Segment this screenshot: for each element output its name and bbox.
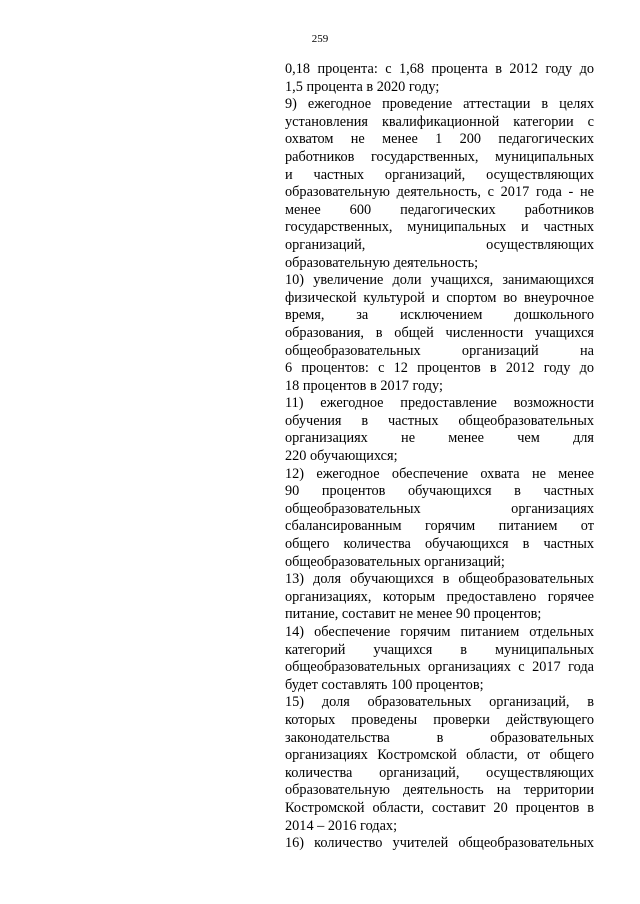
text-line: менее 600 педагогических работников [285,201,594,218]
text-line: 6 процентов: с 12 процентов в 2012 году до [285,360,594,377]
text-line: категорий учащихся в муниципальных [285,641,594,658]
text-line: общеобразовательных организациях [285,500,594,517]
text-line: 14) обеспечение горячим питанием отдельных [285,624,594,640]
text-line: 0,18 процента: с 1,68 процента в 2012 году до [285,61,594,77]
text-line: 9) ежегодное проведение аттестации в целях [285,96,594,113]
text-line: организациях Костромской области, от общего [285,747,594,764]
text-line: 18 процентов в 2017 году; [285,377,443,394]
text-line: 1,5 процента в 2020 году; [285,78,440,95]
text-line: сбалансированным горячим питанием от [285,518,594,535]
text-line: количества организаций, осуществляющих [285,764,594,781]
document-body [285,61,594,853]
text-line: питание, составит не менее 90 процентов; [285,606,542,623]
text-line: 90 процентов обучающихся в частных [285,483,594,500]
text-line: организаций, осуществляющих [285,236,594,253]
paragraph [285,466,594,572]
text-line: 12) ежегодное обеспечение охвата не менее [285,465,594,482]
text-line: образовательную деятельность; [285,254,479,271]
text-line: образовательную деятельность, с 2017 года - не [285,184,594,201]
text-line: общеобразовательных организациях с 2017 года [285,659,594,676]
text-line: будет составлять 100 процентов; [285,676,484,693]
paragraph [285,96,594,272]
text-line: работников государственных, муниципальных [285,148,594,165]
paragraph [285,694,594,835]
text-line: организациях не менее чем для [285,430,594,447]
text-line: законодательства в образовательных [285,729,594,746]
text-line: охватом не менее 1 200 педагогических [285,131,594,148]
text-line: 16) количество учителей общеобразовательных [285,835,594,852]
paragraph [285,61,594,96]
text-line: общеобразовательных организаций на [285,342,594,359]
text-line: Костромской области, составит 20 процентов в [285,799,594,816]
text-line: и частных организаций, осуществляющих [285,166,594,183]
text-line: 220 обучающихся; [285,448,398,465]
text-line: обучения в частных общеобразовательных [285,412,594,429]
text-line: установления квалификационной категории с [285,113,594,130]
text-line: образования, в общей численности учащихся [285,324,594,341]
text-line: образовательную деятельность на территории [285,782,594,799]
paragraph [285,272,594,395]
text-line: общего количества обучающихся в частных [285,536,594,553]
paragraph [285,624,594,694]
text-line: общеобразовательных организаций; [285,553,505,570]
text-line: государственных, муниципальных и частных [285,219,594,236]
text-line: физической культурой и спортом во внеурочное [285,289,594,306]
paragraph [285,571,594,624]
text-line: организациях, которым предоставлено горячее [285,588,594,605]
page-number: 259 [311,33,329,45]
text-line: которых проведены проверки действующего [285,711,594,728]
text-line: время, за исключением дошкольного [285,307,594,324]
text-line: 2014 – 2016 годах; [285,817,398,834]
paragraph [285,395,594,465]
paragraph [285,835,594,853]
text-line: 13) доля обучающихся в общеобразовательных [285,571,594,588]
text-line: 15) доля образовательных организаций, в [285,694,594,711]
text-line: 11) ежегодное предоставление возможности [285,395,594,412]
text-line: 10) увеличение доли учащихся, занимающихся [285,272,594,289]
